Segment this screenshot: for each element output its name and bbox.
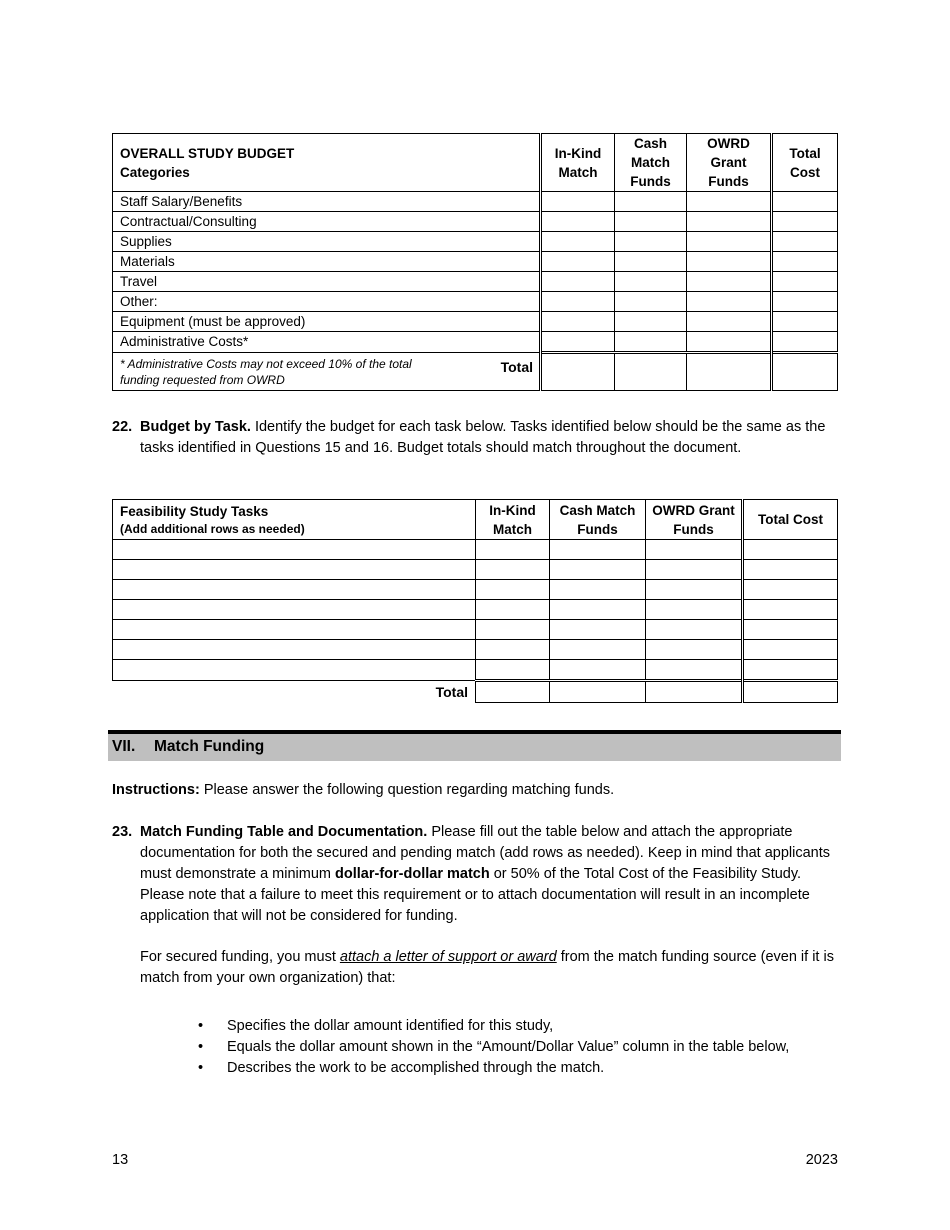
task-cell[interactable] [646, 580, 743, 600]
budget-col-cash: Cash Match Funds [615, 134, 687, 192]
budget-title: OVERALL STUDY BUDGET [120, 145, 295, 161]
budget-cell[interactable] [772, 212, 838, 232]
task-header [113, 500, 476, 540]
task-cell[interactable] [646, 600, 743, 620]
budget-total-label: Total [500, 359, 533, 375]
task-row [113, 560, 838, 580]
task-cell[interactable] [113, 540, 476, 560]
task-cell[interactable] [743, 600, 838, 620]
budget-cell[interactable] [541, 192, 615, 212]
budget-cell[interactable] [615, 252, 687, 272]
task-cell[interactable] [646, 620, 743, 640]
instructions [112, 780, 842, 801]
budget-cell[interactable] [687, 252, 772, 272]
task-cell[interactable] [550, 600, 646, 620]
task-cell[interactable] [113, 580, 476, 600]
budget-row [113, 252, 838, 272]
task-cell[interactable] [646, 660, 743, 681]
budget-cell[interactable] [687, 312, 772, 332]
task-cell[interactable] [646, 640, 743, 660]
bullet-icon: • [198, 1039, 204, 1055]
instructions-label: Instructions: [112, 782, 200, 798]
task-cell[interactable] [743, 580, 838, 600]
task-row [113, 640, 838, 660]
secured-post: from the match funding source (even if it is match from your own organization) that: [140, 949, 834, 986]
budget-cell[interactable] [615, 192, 687, 212]
secured-funding-paragraph [140, 947, 840, 989]
bullet-icon: • [198, 1060, 204, 1076]
question-23-bold: dollar-for-dollar match [335, 866, 490, 882]
task-col-cash: Cash Match Funds [550, 500, 646, 540]
budget-cell[interactable] [772, 312, 838, 332]
budget-cell[interactable] [772, 192, 838, 212]
budget-cell[interactable] [615, 212, 687, 232]
task-cell[interactable] [476, 660, 550, 681]
task-cell[interactable] [476, 560, 550, 580]
budget-footnote-cell [113, 353, 541, 391]
budget-row [113, 292, 838, 312]
budget-cell[interactable] [687, 272, 772, 292]
task-cell[interactable] [476, 600, 550, 620]
task-cell[interactable] [646, 540, 743, 560]
task-cell[interactable] [476, 620, 550, 640]
question-22 [112, 417, 842, 456]
question-23-number: 23. [112, 824, 133, 840]
task-cell[interactable] [646, 560, 743, 580]
secured-link: attach a letter of support or award [339, 949, 557, 965]
budget-cell[interactable] [772, 272, 838, 292]
list-item: • Equals the dollar amount shown in the “Amount/Dollar Value” column in the table below, [198, 1037, 838, 1058]
page-number: 13 [112, 1152, 129, 1168]
budget-cell[interactable] [772, 292, 838, 312]
section-title: Match Funding [154, 738, 265, 755]
task-cell[interactable] [550, 620, 646, 640]
task-cell[interactable] [476, 540, 550, 560]
section-number: VII. [112, 738, 136, 755]
task-cell[interactable] [550, 580, 646, 600]
budget-row-label: Other: [113, 292, 541, 312]
question-22-text: Identify the budget for each task below. Tasks identified below should be the same as the tasks identified in Questions 15 and 16. Budget totals should match throughout the document. [140, 419, 826, 456]
task-col-total: Total Cost [743, 500, 838, 540]
task-cell[interactable] [743, 560, 838, 580]
task-total-cell[interactable] [743, 681, 838, 703]
budget-row-label: Contractual/Consulting [113, 212, 541, 232]
instructions-text: Please answer the following question regarding matching funds. [199, 782, 615, 798]
budget-cell[interactable] [541, 332, 615, 353]
requirements-list [198, 1016, 838, 1079]
budget-cell[interactable] [615, 272, 687, 292]
task-cell[interactable] [550, 640, 646, 660]
budget-row-label: Supplies [113, 232, 541, 252]
budget-cell[interactable] [541, 252, 615, 272]
task-cell[interactable] [113, 620, 476, 640]
budget-row [113, 192, 838, 212]
budget-total-cell[interactable] [687, 353, 772, 391]
task-row [113, 620, 838, 640]
budget-footnote: * Administrative Costs may not exceed 10% of the total funding requested from OWRD [120, 356, 412, 387]
budget-total-cell[interactable] [772, 353, 838, 391]
budget-row [113, 232, 838, 252]
task-cell[interactable] [113, 660, 476, 681]
budget-header-categories [113, 134, 541, 192]
question-23-text-2: or 50% of the Total Cost of the Feasibility Study. Please note that a failure to meet this requirement or to attach documentation will result in an incomplete application that will not be considered for funding. [140, 866, 810, 924]
budget-cell[interactable] [687, 232, 772, 252]
task-cell[interactable] [550, 560, 646, 580]
budget-cell[interactable] [687, 192, 772, 212]
list-item: • Describes the work to be accomplished through the match. [198, 1058, 838, 1079]
task-total-cell[interactable] [550, 681, 646, 703]
task-row [113, 660, 838, 681]
budget-cell[interactable] [687, 212, 772, 232]
budget-cell[interactable] [772, 252, 838, 272]
list-item: • Specifies the dollar amount identified for this study, [198, 1016, 838, 1037]
budget-col-inkind: In-Kind Match [541, 134, 615, 192]
task-cell[interactable] [476, 640, 550, 660]
task-cell[interactable] [743, 640, 838, 660]
budget-cell[interactable] [615, 232, 687, 252]
footer-year: 2023 [805, 1152, 838, 1168]
question-23-text-1: Please fill out the table below and attach the appropriate documentation for both the secured and pending match (add rows as needed). Keep in mind that applicants must demonstrate a minimum [140, 824, 830, 882]
task-row [113, 580, 838, 600]
task-cell[interactable] [113, 600, 476, 620]
task-row [113, 600, 838, 620]
task-total-row [113, 681, 838, 703]
budget-row-label: Staff Salary/Benefits [113, 192, 541, 212]
budget-cell[interactable] [772, 332, 838, 353]
budget-cell[interactable] [541, 272, 615, 292]
task-cell[interactable] [743, 660, 838, 681]
question-22-number: 22. [112, 419, 133, 435]
task-cell[interactable] [550, 660, 646, 681]
budget-cell[interactable] [541, 312, 615, 332]
budget-cell[interactable] [772, 232, 838, 252]
overall-budget-table [112, 133, 838, 391]
budget-total-cell[interactable] [615, 353, 687, 391]
task-budget-table [112, 499, 838, 703]
budget-row [113, 272, 838, 292]
budget-cell[interactable] [615, 312, 687, 332]
task-table-title: Feasibility Study Tasks [120, 503, 269, 519]
budget-row [113, 212, 838, 232]
section-header-match-funding [108, 730, 841, 761]
budget-col-total: Total Cost [772, 134, 838, 192]
question-22-heading: Budget by Task. [140, 419, 251, 435]
task-total-label: Total [113, 681, 476, 703]
budget-total-row [113, 353, 838, 391]
secured-pre: For secured funding, you must [140, 949, 340, 965]
task-col-inkind: In-Kind Match [476, 500, 550, 540]
budget-cell[interactable] [541, 212, 615, 232]
task-cell[interactable] [550, 540, 646, 560]
bullet-icon: • [198, 1018, 204, 1034]
question-23 [112, 822, 842, 924]
budget-total-cell[interactable] [541, 353, 615, 391]
budget-cell[interactable] [615, 332, 687, 353]
budget-row-label: Materials [113, 252, 541, 272]
budget-cell[interactable] [541, 232, 615, 252]
budget-row [113, 332, 838, 353]
task-total-cell[interactable] [646, 681, 743, 703]
budget-cell[interactable] [615, 292, 687, 312]
task-row [113, 540, 838, 560]
budget-row-label: Administrative Costs* [113, 332, 541, 353]
budget-row [113, 312, 838, 332]
task-col-owrd: OWRD Grant Funds [646, 500, 743, 540]
task-cell[interactable] [743, 620, 838, 640]
budget-cell[interactable] [541, 292, 615, 312]
budget-row-label: Travel [113, 272, 541, 292]
budget-cell[interactable] [687, 292, 772, 312]
task-total-cell[interactable] [476, 681, 550, 703]
budget-subtitle: Categories [120, 164, 190, 180]
budget-cell[interactable] [687, 332, 772, 353]
task-cell[interactable] [476, 580, 550, 600]
task-table-subtitle: (Add additional rows as needed) [120, 521, 305, 536]
budget-row-label: Equipment (must be approved) [113, 312, 541, 332]
task-cell[interactable] [113, 640, 476, 660]
task-cell[interactable] [113, 560, 476, 580]
task-cell[interactable] [743, 540, 838, 560]
budget-col-owrd: OWRD Grant Funds [687, 134, 772, 192]
question-23-heading: Match Funding Table and Documentation. [140, 824, 428, 840]
